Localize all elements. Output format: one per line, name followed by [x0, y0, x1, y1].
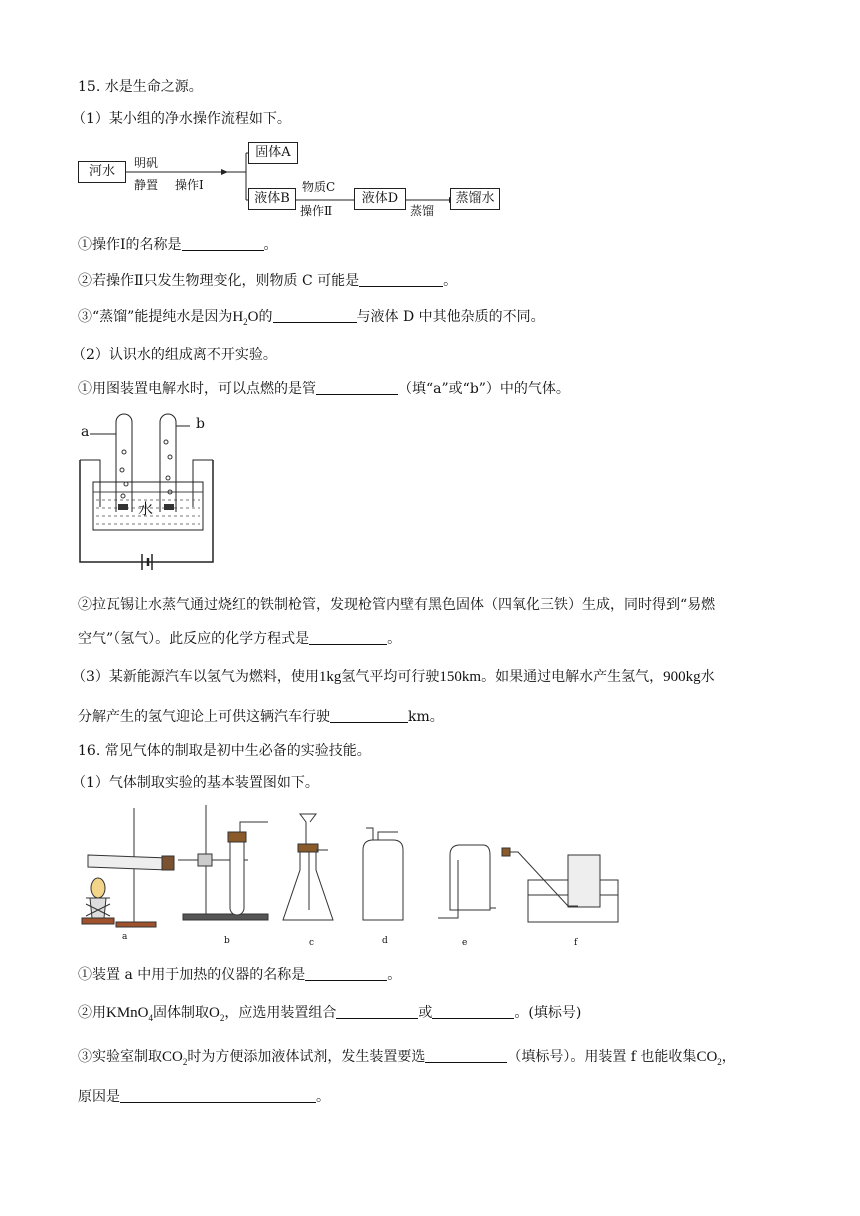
box-river: 河水 [78, 161, 126, 183]
label-op2: 操作Ⅱ [300, 204, 333, 218]
box-liquidB: 液体B [248, 188, 296, 210]
q15-3b: 分解产生的氢气迎论上可供这辆汽车行驶 km。 [78, 709, 444, 725]
answer-blank[interactable] [273, 308, 357, 323]
apparatus-label-a: a [122, 932, 128, 942]
label-op1: 操作Ⅰ [175, 178, 204, 192]
answer-blank[interactable] [182, 236, 264, 251]
box-liquidD: 液体D [354, 188, 406, 210]
formula-o2: $O_2$ [209, 1005, 225, 1023]
answer-blank[interactable] [359, 272, 443, 287]
apparatus-label-b: b [224, 936, 230, 946]
apparatus-figure [78, 800, 638, 950]
q15-2-2b: 空气”（氢气）。此反应的化学方程式是 。 [78, 631, 402, 647]
formula-co2: $CO_2$ [696, 1049, 722, 1067]
answer-blank[interactable] [336, 1004, 418, 1019]
flow-chart [78, 140, 518, 220]
answer-blank[interactable] [425, 1048, 507, 1063]
value-1kg: 1kg [318, 669, 342, 685]
q15-2-2a: ②拉瓦锡让水蒸气通过烧红的铁制枪管，发现枪管内壁有黑色固体（四氧化三铁）生成，同时得到“易燃 [78, 597, 716, 613]
answer-blank[interactable] [432, 1004, 514, 1019]
electrolysis-drawing [78, 412, 238, 572]
q15-1-3: ③“蒸馏”能提纯水是因为$H_2O$的 与液体 D 中其他杂质的不同。 [78, 309, 545, 327]
box-distilled-water: 蒸馏水 [450, 188, 500, 210]
q16-1-1: ①装置 a 中用于加热的仪器的名称是 。 [78, 967, 402, 983]
box-solidA: 固体A [248, 142, 298, 164]
q15-1-1: ①操作Ⅰ的名称是 。 [78, 237, 278, 253]
q16-1-3b: 原因是 。 [78, 1089, 330, 1105]
answer-blank[interactable] [330, 708, 408, 723]
water-label: 水 [138, 500, 154, 518]
apparatus-label-c: c [309, 938, 315, 948]
electrolysis-figure [78, 412, 238, 572]
q15-title: 15. 水是生命之源。 [78, 79, 203, 95]
q15-part2: （2）认识水的组成离不开实验。 [72, 347, 277, 363]
q16-1-3: ③实验室制取$CO_2$时为方便添加液体试剂，发生装置要选 （填标号）。用装置 f 也能收集$CO_2$， [78, 1049, 736, 1067]
formula-kmno4: KMnO$_4$ [106, 1005, 154, 1023]
tube-label-b: b [196, 416, 205, 432]
answer-blank[interactable] [316, 380, 398, 395]
q16-1-2: ②用KMnO$_4$固体制取$O_2$，应选用装置组合 或 。(填标号) [78, 1005, 582, 1023]
q15-2-1: ①用图装置电解水时，可以点燃的是管 （填“a”或“b”）中的气体。 [78, 381, 570, 397]
label-settle: 静置 [134, 178, 159, 192]
tube-label-a: a [81, 424, 90, 440]
value-900kg: 900kg [663, 669, 701, 685]
q15-part1: （1）某小组的净水操作流程如下。 [72, 111, 291, 127]
formula-h2o: $H_2O$ [232, 309, 259, 327]
label-distill: 蒸馏 [410, 204, 435, 218]
apparatus-drawing [78, 800, 638, 950]
q15-3a: （3）某新能源汽车以氢气为燃料，使用1kg氢气平均可行驶150km。如果通过电解水产生氢气，900kg水 [72, 669, 715, 685]
answer-blank[interactable] [309, 630, 387, 645]
label-alum: 明矾 [134, 156, 159, 170]
formula-co2: $CO_2$ [162, 1049, 188, 1067]
answer-blank[interactable] [305, 966, 387, 981]
label-substanceC: 物质C [302, 180, 336, 194]
apparatus-label-e: e [462, 938, 468, 948]
apparatus-label-d: d [382, 936, 388, 946]
q15-1-2: ②若操作Ⅱ只发生物理变化，则物质 C 可能是 。 [78, 273, 458, 289]
apparatus-label-f: f [574, 938, 578, 948]
answer-blank[interactable] [120, 1088, 316, 1103]
value-150km: 150km [439, 669, 482, 685]
q16-title: 16. 常见气体的制取是初中生必备的实验技能。 [78, 743, 371, 759]
q16-part1: （1）气体制取实验的基本装置图如下。 [72, 775, 319, 791]
